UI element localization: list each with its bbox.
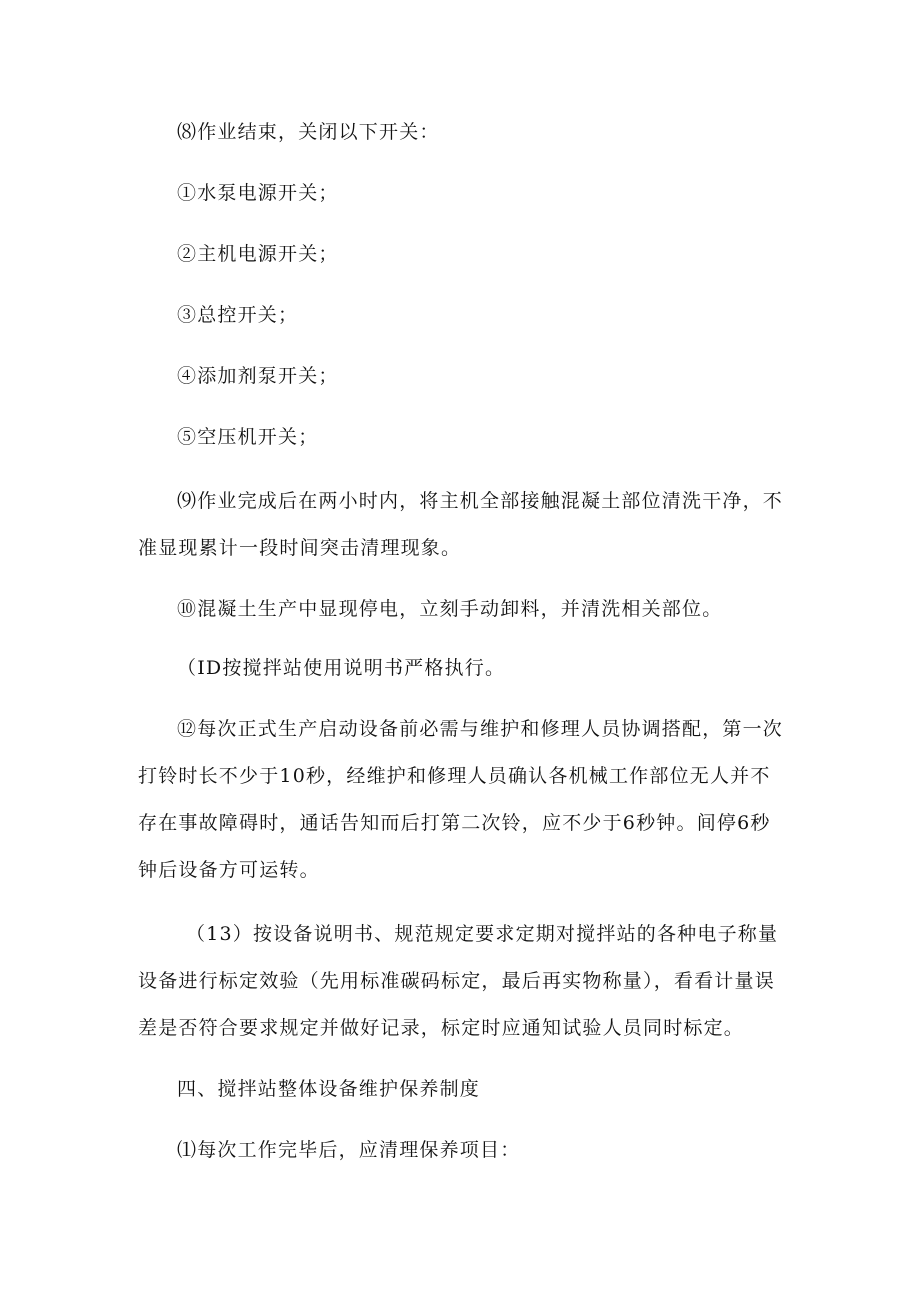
section-heading: 四、搅拌站整体设备维护保养制度 <box>177 1078 481 1100</box>
paragraph-step-9: ⑼作业完成后在两小时内，将主机全部接触混凝土部位清洗干净，不准显现累计一段时间突击清理现象。 <box>138 490 784 559</box>
list-item-master-switch: ③总控开关； <box>177 304 299 326</box>
list-item-main-power: ②主机电源开关； <box>177 243 339 265</box>
paragraph-step-10: ⑩混凝土生产中显现停电，立刻手动卸料，并清洗相关部位。 <box>177 598 723 620</box>
list-item-water-pump: ①水泵电源开关； <box>177 182 339 204</box>
paragraph-sub-1: ⑴每次工作完毕后，应清理保养项目： <box>177 1139 521 1161</box>
paragraph-step-11: （ID按搅拌站使用说明书严格执行。 <box>177 657 506 679</box>
paragraph-step-8: ⑻作业结束，关闭以下开关： <box>177 121 440 143</box>
list-item-air-compressor: ⑤空压机开关； <box>177 426 319 448</box>
paragraph-step-12: ⑫每次正式生产启动设备前必需与维护和修理人员协调搭配，第一次打铃时长不少于10秒，经维护和修理人员确认各机械工作部位无人并不存在事故障碍时，通话告知而后打第二次铃，应不少于6秒钟。间停6秒钟后设备方可运转。 <box>138 718 784 881</box>
list-item-additive-pump: ④添加剂泵开关； <box>177 365 339 387</box>
paragraph-step-13: （13）按设备说明书、规范规定要求定期对搅拌站的各种电子称量设备进行标定效验（先用标准碳码标定，最后再实物称量），看看计量误差是否符合要求规定并做好记录，标定时应通知试验人员同时标定。 <box>138 923 779 1039</box>
